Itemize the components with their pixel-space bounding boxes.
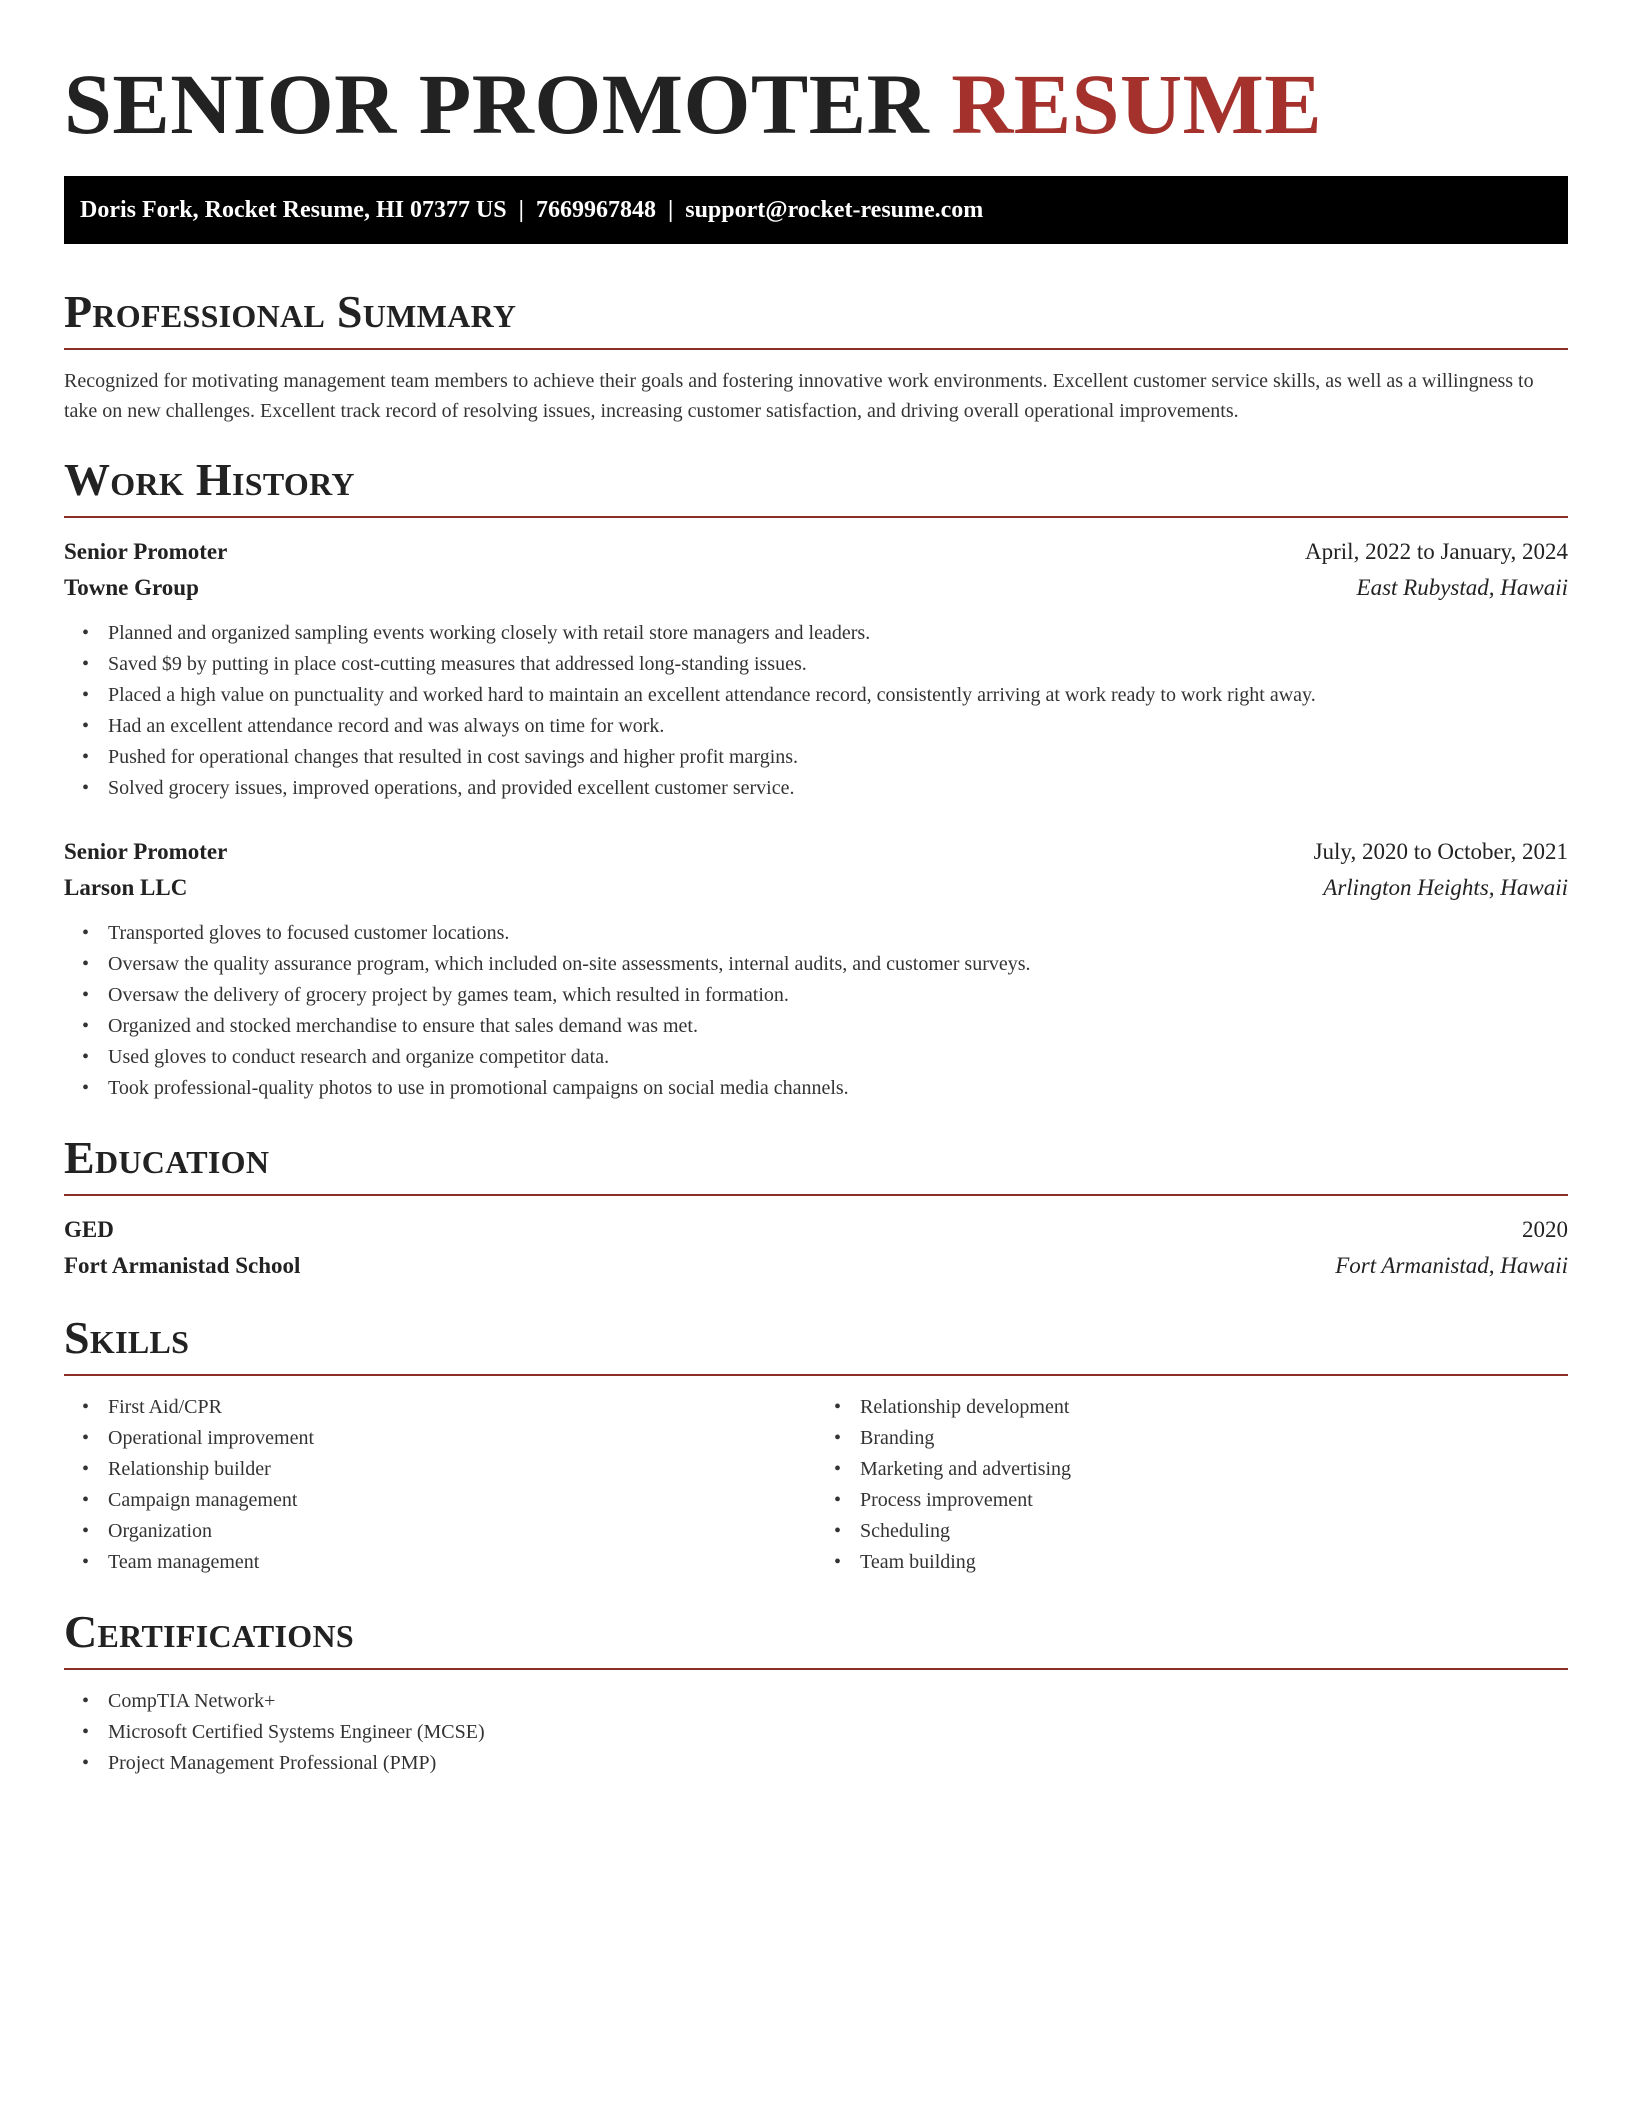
skills-list-left <box>64 1392 816 1578</box>
job-company-row <box>64 870 1568 906</box>
contact-bar <box>64 176 1568 244</box>
list-item: • Had an excellent attendance record and was always on time for work. <box>108 711 1568 742</box>
job-company: Larson LLC <box>64 875 188 900</box>
skill-item: • Branding <box>860 1423 1568 1454</box>
list-item: • Planned and organized sampling events working closely with retail store managers and leaders. <box>108 618 1568 649</box>
job-entry <box>64 834 1568 1104</box>
skill-item: • Team management <box>108 1547 816 1578</box>
skill-item: • Operational improvement <box>108 1423 816 1454</box>
list-item: • Placed a high value on punctuality and worked hard to maintain an excellent attendance record, consistently arriving at work ready to work right away. <box>108 680 1568 711</box>
job-bullet-list <box>64 618 1568 804</box>
list-item: • Used gloves to conduct research and organize competitor data. <box>108 1042 1568 1073</box>
section-divider <box>64 1668 1568 1670</box>
job-bullet-list <box>64 918 1568 1104</box>
certification-item: • CompTIA Network+ <box>108 1686 1568 1717</box>
skill-item: • Organization <box>108 1516 816 1547</box>
contact-separator: | <box>667 197 674 223</box>
skill-item: • Team building <box>860 1547 1568 1578</box>
job-company: Towne Group <box>64 575 199 600</box>
contact-email[interactable]: support@rocket-resume.com <box>685 197 984 223</box>
job-title: Senior Promoter <box>64 839 228 864</box>
title-accent: RESUME <box>951 56 1323 152</box>
skill-item: • Relationship builder <box>108 1454 816 1485</box>
education-degree-row <box>64 1212 1568 1248</box>
skill-item: • First Aid/CPR <box>108 1392 816 1423</box>
section-heading-education: Education <box>64 1132 270 1183</box>
contact-address: Doris Fork, Rocket Resume, HI 07377 US <box>80 197 507 223</box>
education-year: 2020 <box>1522 1217 1568 1242</box>
job-location: Arlington Heights, Hawaii <box>1323 875 1568 900</box>
skill-item: • Marketing and advertising <box>860 1454 1568 1485</box>
skill-item: • Scheduling <box>860 1516 1568 1547</box>
education-school: Fort Armanistad School <box>64 1253 301 1278</box>
education-degree: GED <box>64 1217 114 1242</box>
job-header-row <box>64 534 1568 570</box>
title-main: SENIOR PROMOTER <box>64 56 930 152</box>
list-item: • Saved $9 by putting in place cost-cutting measures that addressed long-standing issues. <box>108 649 1568 680</box>
list-item: • Took professional-quality photos to use in promotional campaigns on social media channels. <box>108 1073 1568 1104</box>
summary-section <box>64 286 1568 426</box>
education-section <box>64 1132 1568 1284</box>
section-heading-work-history: Work History <box>64 454 355 505</box>
job-header-row <box>64 834 1568 870</box>
section-divider <box>64 348 1568 350</box>
skills-list-right <box>816 1392 1568 1578</box>
list-item: • Oversaw the delivery of grocery project by games team, which resulted in formation. <box>108 980 1568 1011</box>
list-item: • Solved grocery issues, improved operations, and provided excellent customer service. <box>108 773 1568 804</box>
work-history-section <box>64 454 1568 1104</box>
list-item: • Oversaw the quality assurance program, which included on-site assessments, internal audits, and customer surveys. <box>108 949 1568 980</box>
section-divider <box>64 1194 1568 1196</box>
job-company-row <box>64 570 1568 606</box>
education-location: Fort Armanistad, Hawaii <box>1335 1253 1568 1278</box>
list-item: • Transported gloves to focused customer locations. <box>108 918 1568 949</box>
education-entry <box>64 1212 1568 1284</box>
skill-item: • Process improvement <box>860 1485 1568 1516</box>
list-item: • Organized and stocked merchandise to ensure that sales demand was met. <box>108 1011 1568 1042</box>
skills-grid <box>64 1392 1568 1578</box>
certification-item: • Microsoft Certified Systems Engineer (MCSE) <box>108 1717 1568 1748</box>
skill-item: • Relationship development <box>860 1392 1568 1423</box>
job-dates: April, 2022 to January, 2024 <box>1305 539 1568 564</box>
section-divider <box>64 1374 1568 1376</box>
certifications-section <box>64 1606 1568 1779</box>
list-item: • Pushed for operational changes that resulted in cost savings and higher profit margins. <box>108 742 1568 773</box>
skill-item: • Campaign management <box>108 1485 816 1516</box>
section-heading-skills: Skills <box>64 1312 190 1363</box>
resume-title <box>64 56 1568 152</box>
contact-phone: 7669967848 <box>535 197 656 223</box>
section-divider <box>64 516 1568 518</box>
skills-section <box>64 1312 1568 1578</box>
job-entry <box>64 534 1568 804</box>
job-dates: July, 2020 to October, 2021 <box>1313 839 1568 864</box>
job-title: Senior Promoter <box>64 539 228 564</box>
summary-text: Recognized for motivating management team members to achieve their goals and fostering innovative work environments. Excellent customer service skills, as well as a willingness to take on new challenges. Excellent track record of resolving issues, increasing customer satisfaction, and driving overall operational improvements. <box>64 370 1534 422</box>
section-heading-certifications: Certifications <box>64 1606 354 1657</box>
certification-item: • Project Management Professional (PMP) <box>108 1748 1568 1779</box>
section-heading-summary: Professional Summary <box>64 286 517 337</box>
education-school-row <box>64 1248 1568 1284</box>
job-location: East Rubystad, Hawaii <box>1356 575 1568 600</box>
certifications-list <box>64 1686 1568 1779</box>
contact-separator: | <box>518 197 524 223</box>
